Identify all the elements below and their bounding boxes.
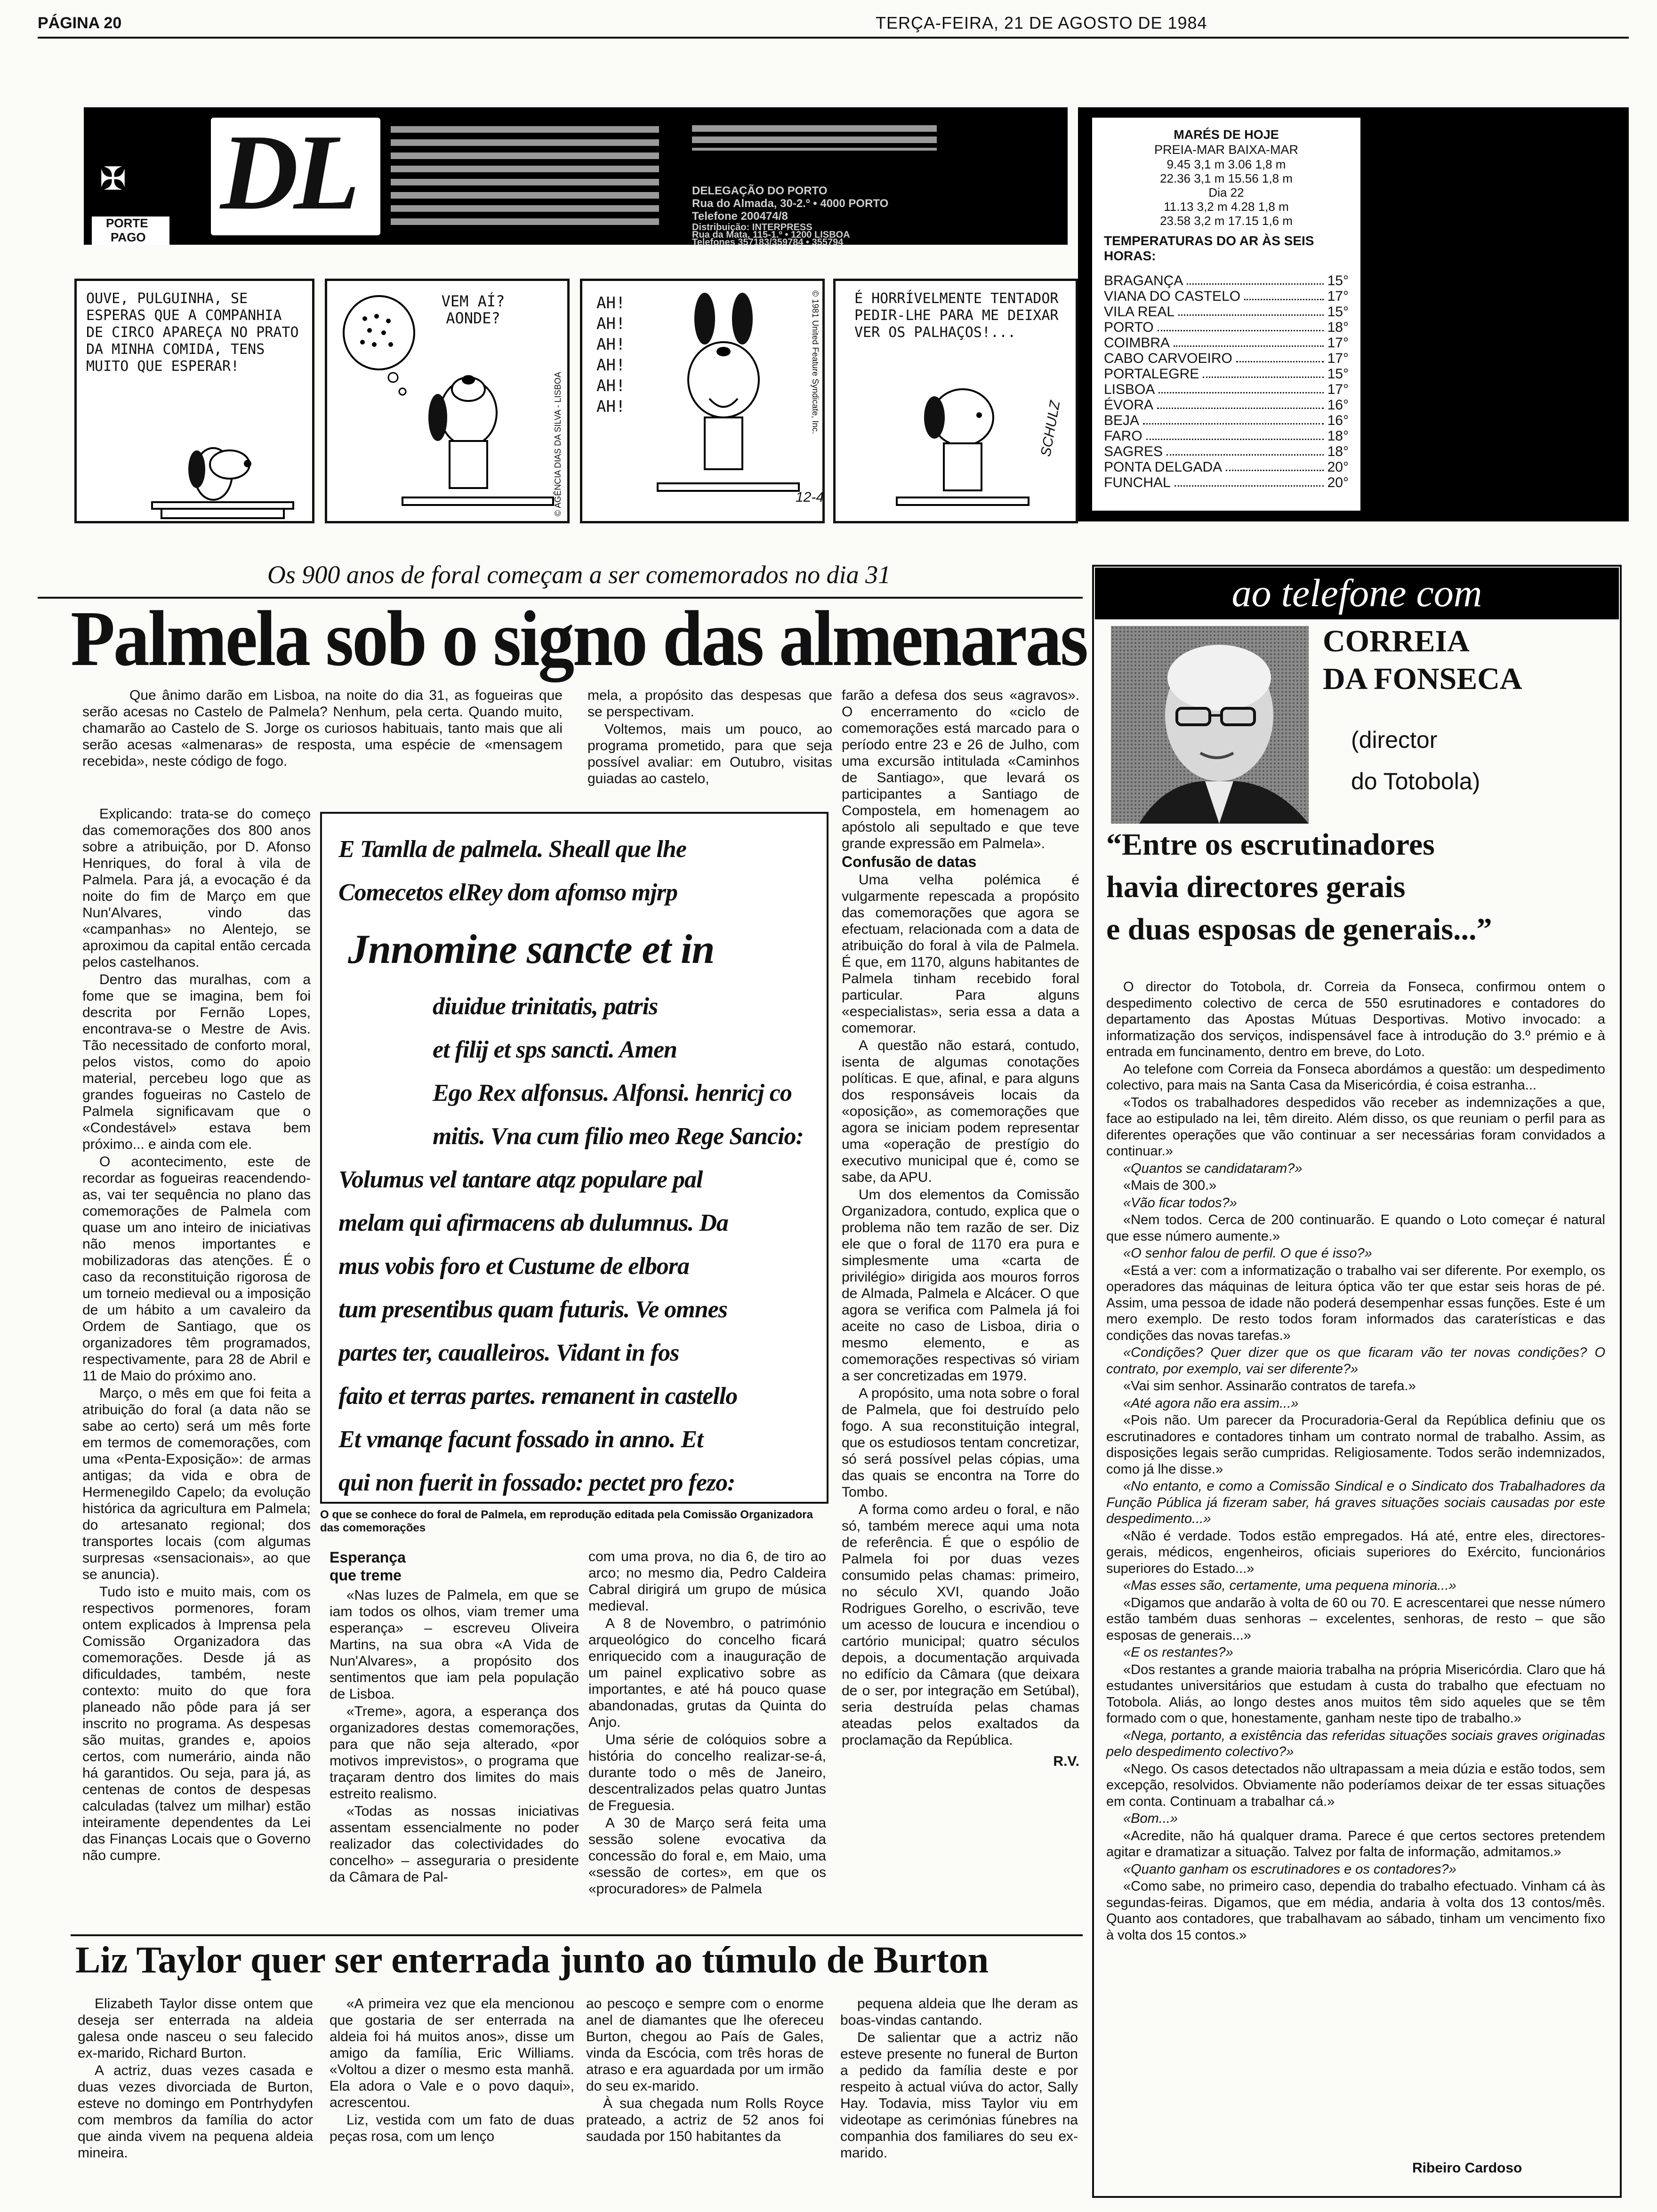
interview-answer: «Todos os trabalhadores despedidos vão receber as indemnizações a que, face ao estipulado na lei, têm direito. Além disso, os que reuniam o perfil para as diferentes operações que vão continuar a ser necessárias foram convidados a continuar.» <box>1106 1095 1605 1159</box>
article-paragraph: «Treme», agora, a esperança dos organizadores destas comemorações, para que não seja alterado, «por motivos imprevistos», o programa que traçaram dentro dos limites do mais estreito realismo. <box>330 1704 579 1802</box>
palmela-col2-top: mela, a propósito das despesas que se perspectivam. Voltemos, mais um pouco, ao programa prometido, para que seja possível avaliar: em Outubro, visitas guiadas ao castelo, <box>587 688 832 786</box>
temperature-row <box>1104 273 1349 289</box>
interviewee-role-1: (director <box>1351 727 1438 753</box>
liz-col2 <box>330 1996 574 2146</box>
foral-manuscript-image <box>320 812 828 1504</box>
comic-panel-2 <box>325 279 570 523</box>
manuscript-line: qui non fuerit in fossado: pectet pro fezo: <box>338 1469 735 1496</box>
interview-body <box>1106 979 1605 1944</box>
temperature-value: 18° <box>1327 320 1349 335</box>
interview-answer: «Acredite, não há qualquer drama. Parece é que certos sectores pretendem agitar e dramatizar a situação. Talvez por falta de informação, admitamos.» <box>1106 1828 1605 1859</box>
distribuicao: Distribuição: INTERPRESS Rua da Mata, 115-1.º • 1200 LISBOA Telefones 357183/359784 • 355794 <box>692 222 850 248</box>
manuscript-line: faito et terras partes. remanent in castello <box>338 1383 738 1410</box>
article-paragraph: «Todas as nossas iniciativas assentam essencialmente no poder realizador das colectividades do concelho» – asseguraria o presidente da Câmara de Pal- <box>330 1803 579 1885</box>
temperature-value: 20° <box>1327 459 1349 475</box>
sub-confusao: Confusão de datas <box>842 853 977 870</box>
interview-answer: «Nem todos. Cerca de 200 continuarão. E quando o Loto começar é natural que esse número aumente.» <box>1106 1212 1605 1244</box>
snoopy-doghouse-icon <box>133 417 312 521</box>
comic-date-code: 12-4 <box>796 489 824 505</box>
article-paragraph: À sua chegada num Rolls Royce prateado, a actriz de 52 anos foi saudada por 150 habitantes da <box>586 2096 824 2144</box>
dot-leader <box>1174 475 1324 487</box>
masthead-imprint-right <box>692 122 937 151</box>
article-paragraph: Explicando: trata-se do começo das comemorações dos 800 anos sobre a atribuição, por D. Afonso Henriques, do foral à vila de Palmela. Para já, a evocação é da noite do fim de Março em que Nun'Alvares, vindo das «campanhas» no Alentejo, se aproximou da capital então cercada pelos castelhanos. <box>82 806 311 970</box>
manuscript-line: et filij et sps sancti. Amen <box>433 1036 677 1063</box>
article-paragraph: Um dos elementos da Comissão Organizadora, contudo, explica que o problema não tem razão de ser. Diz ele que o foral de 1170 era pura e simplesmente uma «carta de privilégio» dirigida aos mouros forros de Almada, Palmela e Alcácer. O que agora se verifica com Palmela já foi aceite no caso de Lisboa, diria o mesmo elemento, e as comemorações respectivas só viriam a ser concretizadas em 1979. <box>842 1187 1079 1384</box>
manuscript-line: mitis. Vna cum filio meo Rege Sancio: <box>433 1123 804 1150</box>
interview-question: «Bom...» <box>1123 1811 1178 1826</box>
manuscript-line: Volumus vel tantare atqz populare pal <box>338 1166 703 1193</box>
snoopy-laughing-icon <box>643 290 818 516</box>
liz-col1 <box>78 1996 313 2162</box>
city-name: VIANA DO CASTELO <box>1104 289 1241 304</box>
article-paragraph: A questão não estará, contudo, isenta de algumas conotações políticas. E que, afinal, e para alguns dos responsáveis locais da «oposição», as comemorações que agora se iniciam podem representar uma «operação de prestígio do executivo municipal que é, como se sabe, da APU. <box>842 1038 1079 1185</box>
manuscript-line: diuidue trinitatis, patris <box>433 993 658 1020</box>
interview-question: «Nega, portanto, a existência das referidas situações sociais graves originadas pelo despedimento colectivo?» <box>1106 1728 1605 1759</box>
article-paragraph: A 8 de Novembro, o património arqueológico do concelho ficará enriquecido com a inauguração de um painel explicativo sobre as importantes, e até há pouco quase abandonadas, grutas da Quinta do Anjo. <box>588 1616 826 1730</box>
porte-pago-line1: PORTE <box>106 216 148 230</box>
article-paragraph: A actriz, duas vezes casada e duas vezes divorciada de Burton, esteve no domingo em Pontrhydyfen com membros da família do actor que ainda vivem na pequena aldeia mineira. <box>78 2063 313 2161</box>
temperature-value: 16° <box>1327 397 1349 413</box>
palmela-bottom-rule <box>71 1934 1083 1936</box>
page-date: TERÇA-FEIRA, 21 DE AGOSTO DE 1984 <box>876 13 1207 32</box>
dot-leader <box>1143 413 1324 425</box>
article-paragraph: Dentro das muralhas, com a fome que se imagina, bem foi descrita por Fernão Lopes, encontrava-se o Mestre de Avis. Tão necessitado de conforto moral, pelos vistos, como do apoio material, percebeu logo que as grandes fogueiras no Castelo de Palmela significavam que o «Condestável» estava bem próximo... e ainda com ele. <box>82 972 311 1152</box>
masthead-imprint-left <box>391 122 659 231</box>
snoopy-thinking-icon <box>892 361 1033 516</box>
temperature-value: 15° <box>1327 273 1349 289</box>
interview-answer: «Está a ver: com a informatização o trabalho vai ser diferente. Por exemplo, os operadores das máquinas de leitura óptica vão ter que estar seis horas de pé. Assim, uma pessoa de idade não poderá desempenhar essas funções. Este é um mero exemplo. De resto todos foram informados das caraterísticas e das condições das novas tarefas.» <box>1106 1263 1605 1343</box>
dot-leader <box>1203 366 1323 378</box>
dot-leader <box>1157 397 1324 409</box>
dot-leader <box>1174 335 1324 347</box>
manuscript-line: Ego Rex alfonsus. Alfonsi. henricj co <box>433 1080 792 1106</box>
dot-leader <box>1236 351 1324 362</box>
temperature-value: 17° <box>1327 335 1349 351</box>
interview-answer: Ao telefone com Correia da Fonseca abordámos a questão: um despedimento colectivo, para mais na Santa Casa da Misericórdia, é coisa estranha... <box>1106 1061 1605 1093</box>
city-name: SAGRES <box>1104 444 1163 459</box>
manuscript-line: Jnnomine sancte et in <box>348 927 715 972</box>
city-name: ÉVORA <box>1104 397 1154 413</box>
temperature-row <box>1104 304 1349 320</box>
interview-answer: «Mais de 300.» <box>1123 1178 1217 1193</box>
temperature-row <box>1104 320 1349 335</box>
temp-title: TEMPERATURAS DO AR ÀS SEIS HORAS: <box>1104 233 1314 263</box>
palmela-col-mid <box>588 1548 826 1898</box>
comic-credit-right: © 1981 United Feature Syndicate, Inc. <box>811 290 820 434</box>
interview-quote: “Entre os escrutinadores havia directores gerais e duas esposas de generais...” <box>1106 827 1492 946</box>
liz-headline: Liz Taylor quer ser enterrada junto ao túmulo de Burton <box>75 1940 989 1981</box>
comic-panel-3 <box>580 279 825 523</box>
article-paragraph: Elizabeth Taylor disse ontem que deseja ser enterrada na aldeia galesa onde nasceu o seu falecido ex-marido, Richard Burton. <box>78 1996 313 2061</box>
interview-answer: «Nego. Os casos detectados não ultrapassam a meia dúzia e estão todos, sem excepção, resolvidos. Obviamente não poderíamos deixar de ter essas situações em conta. Continuam a trabalhar cá.» <box>1106 1761 1605 1809</box>
temperature-row <box>1104 444 1349 459</box>
page-number: PÁGINA 20 <box>38 14 122 32</box>
city-name: CABO CARVOEIRO <box>1104 351 1232 366</box>
comic-panel-4 <box>833 279 1078 523</box>
temperature-value: 17° <box>1327 289 1349 304</box>
interview-question: «Até agora não era assim...» <box>1123 1395 1299 1411</box>
liz-col3 <box>586 1996 824 2146</box>
article-paragraph: A 30 de Março será feita uma sessão solene evocativa da concessão do foral e, em Maio, uma «sessão de cortes», em que os «procuradores» de Palmela <box>588 1815 826 1897</box>
article-paragraph: Tudo isto e muito mais, com os respectivos pormenores, foram ontem explicados à Imprensa pela Comissão Organizadora das comemorações. Desde já as dificuldades, também, neste contexto: muito do que fora planeado não pôde para já ser inscrito no programa. As despesas são muitas, grandes e, apoios certos, com numerário, ainda não há garantidos. Ou seja, para já, as centenas de contos de despesas calculadas (talvez um milhar) estão inteiramente dependentes da Lei das Finanças Locais que o Governo não cumpre. <box>82 1584 311 1863</box>
article-paragraph: «A primeira vez que ela mencionou que gostaria de ser enterrada na aldeia foi há muitos anos», disse um amigo da família, Eric Williams. «Voltou a dizer o mesmo esta manhã. Ela adora o Vale e o povo daqui», acrescentou. <box>330 1996 574 2110</box>
interview-answer: O director do Totobola, dr. Correia da Fonseca, confirmou ontem o despedimento colectivo de cerca de 550 esrutinadores e contadores do departamento das Apostas Mútuas Desportivas. Motivo invocado: a informatização dos serviços, indispensável face à introdução do 3.º prémio e à entrada em funcinamento, dentro em breve, do Loto. <box>1106 979 1605 1059</box>
interview-signature: Ribeiro Cardoso <box>1412 2160 1522 2176</box>
article-paragraph: A propósito, uma nota sobre o foral de Palmela, que foi destruído pelo fogo. A sua reconstituição integral, que os estudiosos tentam concretizar, só será possível pelas cópias, uma das quais se encontra na Torre do Tombo. <box>842 1386 1079 1500</box>
dot-leader <box>1146 428 1324 440</box>
manuscript-line: Et vmanqe facunt fossado in anno. Et <box>338 1426 703 1453</box>
article-paragraph: Liz, vestida com um fato de duas peças rosa, com um lenço <box>330 2112 574 2144</box>
comic-signature: SCHULZ <box>1038 399 1063 458</box>
weather-panel <box>1092 118 1360 511</box>
article-paragraph: De salientar que a actriz não esteve presente no funeral de Burton a pedido da família deste e por respeito à actual viúva do actor, Sally Hay. Todavia, miss Taylor viu em videotape as cerimónias fúnebres na companhia dos familiares do seu ex-marido. <box>840 2030 1078 2161</box>
interview-answer: «Dos restantes a grande maioria trabalha na própria Misericórdia. Claro que há estudantes universitários que estudam à custa do trabalho que efectuam no Totobola. Aliás, ao longo destes anos muitos têm sido aqueles que se têm formado com o que, honestamente, ganham neste tipo de trabalho.» <box>1106 1662 1605 1726</box>
palmela-col-esperanca <box>330 1548 579 1886</box>
tide-row: 23.58 3,2 m 17.15 1,6 m <box>1160 214 1293 228</box>
interview-question: «No entanto, e como a Comissão Sindical e o Sindicato dos Trabalhadores da Função Pública já fizeram saber, há graves situações sociais causadas por este despedimento...» <box>1106 1479 1605 1526</box>
manuscript-line: melam qui afirmacens ab dulumnus. Da <box>338 1210 728 1236</box>
snoopy-howling-icon <box>393 361 563 516</box>
tides-table <box>1104 157 1349 228</box>
comic-credit-left: © AGÊNCIA DIAS DA SILVA - LISBOA <box>553 372 563 516</box>
interview-banner-text: ao telefone com <box>1231 571 1482 615</box>
interview-question: «Quanto ganham os escrutinadores e os contadores?» <box>1123 1861 1456 1877</box>
interviewee-name-1: CORREIA <box>1323 624 1470 658</box>
interview-answer: «Não é verdade. Todos estão empregados. Há até, entre eles, directores-gerais, médicos, engenheiros, oficiais superiores do Exército, funcionários superiores do Estado...» <box>1106 1528 1605 1576</box>
city-name: FARO <box>1104 428 1142 444</box>
city-name: PORTALEGRE <box>1104 366 1199 382</box>
masthead-logo: DL <box>220 112 355 232</box>
article-paragraph: com uma prova, no dia 6, de tiro ao arco; no mesmo dia, Pedro Caldeira Cabral dirigirá um grupo de música medieval. <box>588 1549 826 1614</box>
city-name: FUNCHAL <box>1104 475 1171 490</box>
comic-speech-4: É HORRÍVELMENTE TENTADOR PEDIR-LHE PARA ME DEIXAR VER OS PALHAÇOS!... <box>854 290 1059 341</box>
temperature-row <box>1104 382 1349 397</box>
dot-leader <box>1244 289 1324 300</box>
comic-speech-3: AH! AH! AH! AH! AH! AH! <box>596 294 626 416</box>
manuscript-line: mus vobis foro et Custume de elbora <box>338 1253 690 1280</box>
palmela-col3: farão a defesa dos seus «agravos». O encerramento do «ciclo de comemorações está marcado para o período entre 23 e 26 de Julho, com uma excursão intitulada «Caminhos de Santiago», que levará os participantes a Santiago de Compostela, em homenagem ao apóstolo ali sepultado e que teve grande expressão em Palmela». Confusão de datas Uma velha polémica é vulgarmente repescada a propósito das comemorações que agora se efectuam, relacionada com a data de atribuição do foral à vila de Palmela. É que, em 1170, alguns habitantes de Palmela tinham recebido foral particular. Para alguns «especialistas», seria essa a data a comemorar. A questão não estará, contudo, isenta de algumas conotações políticas. E que, afinal, e para alguns dos responsáveis locais da «oposição», as comemorações que agora se iniciam podem representar uma «operação de prestígio do executivo municipal que é, como se sabe, da APU. Um dos elementos da Comissão Organizadora, contudo, explica que o problema não tem razão de ser. Diz ele que o foral de 1170 era pura e simplesmente uma «carta de privilégio» dirigida aos mouros forros de Almada, Palmela e Alcácer. O que agora se verifica com Palmela já foi aceite no caso de Lisboa, diria o mesmo elemento, e as comemorações respectivas só viriam a ser concretizadas em 1979. A propósito, uma nota sobre o foral de Palmela, que foi destruído pelo fogo. A sua reconstituição integral, que os estudiosos tentam concretizar, só será possível pelas cópias, uma das quais se encontra na Torre do Tombo. A forma como ardeu o foral, e não só, também merece aqui uma nota de referência. É que o espólio de Palmela foi por duas vezes consumido pelas chamas: primeiro, no século XVI, quando João Rodrigues Gorelho, o escrivão, teve um acesso de loucura e incendiou o cartório municipal; quatro séculos depois, a documentação arquivada no edifício da Câmara (que deixara de o ser, por integração em Setúbal), seria destruída pelas chamas ateadas pelos exaltados da proclamação da República. R.V. <box>842 688 1079 1769</box>
temperature-value: 17° <box>1327 351 1349 366</box>
interview-question: «Condições? Quer dizer que os que ficaram vão ter novas condições? O contrato, por exemplo, vai ser diferente?» <box>1106 1345 1605 1377</box>
dot-leader <box>1187 273 1323 285</box>
temperature-list <box>1104 273 1349 490</box>
article-paragraph: Uma série de colóquios sobre a história do concelho realizar-se-á, durante todo o mês de Janeiro, descentralizados pelas quatro Juntas de Freguesia. <box>588 1732 826 1813</box>
article-paragraph: A forma como ardeu o foral, e não só, também merece aqui uma nota de referência. É que o espólio de Palmela foi por duas vezes consumido pelas chamas: primeiro, no século XVI, quando João Rodrigues Gorelho, o escrivão, teve um acesso de loucura e incendiou o cartório municipal; quatro séculos depois, a documentação arquivada no edifício da Câmara (que deixara de o ser, por integração em Setúbal), seria destruída pelas chamas ateadas pelos exaltados da proclamação da República. <box>842 1502 1079 1748</box>
manuscript-line: Comecetos elRey dom afomso mjrp <box>338 879 678 906</box>
interviewee-role-2: do Totobola) <box>1351 768 1480 794</box>
manuscript-line: tum presentibus quam futuris. Ve omnes <box>338 1296 727 1323</box>
city-name: LISBOA <box>1104 382 1155 397</box>
palmela-headline: Palmela sob o signo das almenaras <box>71 595 1087 682</box>
interview-answer: «Vai sim senhor. Assinarão contratos de tarefa.» <box>1123 1378 1416 1394</box>
delegacao-porto: DELEGAÇÃO DO PORTO Rua do Almada, 30-2.º • 4000 PORTO Telefone 200474/8 <box>692 184 889 223</box>
temperature-row <box>1104 413 1349 428</box>
temperature-row <box>1104 475 1349 490</box>
temperature-value: 20° <box>1327 475 1349 490</box>
city-name: PORTO <box>1104 320 1154 335</box>
dot-leader <box>1158 320 1324 331</box>
temperature-value: 15° <box>1327 366 1349 382</box>
portrait-photo <box>1111 626 1309 824</box>
interviewee-name-2: DA FONSECA <box>1323 662 1522 696</box>
interview-answer: «Digamos que andarão à volta de 60 ou 70. E acrescentarei que nesse número estão também duas senhoras – excelentes, senhoras, de resto – que são esposas de generais...» <box>1106 1595 1605 1643</box>
interview-question: «O senhor falou de perfil. O que é isso?» <box>1123 1246 1372 1261</box>
tides-head: PREIA-MAR BAIXA-MAR <box>1154 143 1299 157</box>
tide-row: 22.36 3,1 m 15.56 1,8 m <box>1160 171 1293 185</box>
sub-esperanca: Esperança que treme <box>330 1549 406 1584</box>
temperature-row <box>1104 459 1349 475</box>
article-paragraph: O acontecimento, este de recordar as fogueiras reacendendo-as, vai ter sequência no plano das comemorações de Palmela com quase um ano inteiro de iniciativas não menos importantes e mobilizadoras das atenções. É o caso da reconstituição rigorosa de um torneio medieval ou a imposição de um hábito a um cavaleiro da Ordem de Santiago, que os organizadores têm programados, respectivamente, para 28 de Abril e 11 de Maio do próximo ano. <box>82 1154 311 1384</box>
palmela-col1 <box>82 806 311 1865</box>
liz-col4 <box>840 1996 1078 2162</box>
temperature-value: 16° <box>1327 413 1349 428</box>
article-paragraph: «Nas luzes de Palmela, em que se iam todos os olhos, viam tremer uma esperança» – escreveu Oliveira Martins, na sua obra «A Vida de Nun'Alvares», a propósito dos sentimentos que iam pela população de Lisboa. <box>330 1587 579 1702</box>
tide-row: 11.13 3,2 m 4.28 1,8 m <box>1164 200 1289 214</box>
interview-question: «Vão ficar todos?» <box>1123 1195 1237 1210</box>
comic-speech-2: VEM AÍ? AONDE? <box>441 292 505 327</box>
header-rule <box>38 37 1629 39</box>
temperature-row <box>1104 289 1349 304</box>
temperature-row <box>1104 351 1349 366</box>
interview-answer: «Como sabe, no primeiro caso, dependia do trabalho efectuado. Vinham cá às segundas-feiras. Digamos, que em média, andaria à volta dos 13 contos/mês. Quanto aos contadores, que trabalhavam ao sábado, tinham um vencimento fixo à volta dos 15 contos.» <box>1106 1879 1605 1943</box>
tide-row: 9.45 3,1 m 3.06 1,8 m <box>1166 157 1286 171</box>
palmela-intro: Que ânimo darão em Lisboa, na noite do dia 31, as fogueiras que serão acesas no Castelo de Palmela? Nenhum, pela certa. Quando muito, chamarão ao Castelo de S. Jorge os curiosos habituais, tanto mais que ali serão acesas «almenaras» de resposta, uma espécie de «mensagem recebida», neste código de fogo. <box>82 688 563 769</box>
manuscript-caption: O que se conhece do foral de Palmela, em reprodução editada pela Comissão Organizadora das comemorações <box>320 1508 813 1534</box>
city-name: BEJA <box>1104 413 1140 428</box>
cross-icon: ✠ <box>99 161 127 197</box>
dot-leader <box>1158 382 1323 393</box>
temperature-value: 18° <box>1327 444 1349 459</box>
city-name: VILA REAL <box>1104 304 1175 320</box>
temperature-row <box>1104 366 1349 382</box>
city-name: PONTA DELGADA <box>1104 459 1223 475</box>
temperature-row <box>1104 335 1349 351</box>
interview-question: «E os restantes?» <box>1123 1645 1233 1660</box>
temperature-value: 18° <box>1327 428 1349 444</box>
temperature-value: 15° <box>1327 304 1349 320</box>
manuscript-line: E Tamlla de palmela. Sheall que lhe <box>338 836 686 863</box>
article-paragraph: Março, o mês em que foi feita a atribuição do foral (a data não se sabe ao certo) será um mês forte em termos de comemorações, com uma «Penta-Exposição»: de armas antigas; da vida e obra de Hermenegildo Capelo; da evolução histórica da agricultura em Palmela; do artesanato regional; dos transportes locais (com algumas surpresas «sensacionais», ao que se anuncia). <box>82 1386 311 1582</box>
article-paragraph: ao pescoço e sempre com o enorme anel de diamantes que lhe ofereceu Burton, chegou ao País de Gales, vinda da Escócia, com três horas de atraso e era aguardada por um irmão do seu ex-marido. <box>586 1996 824 2094</box>
palmela-kicker: Os 900 anos de foral começam a ser comemorados no dia 31 <box>267 561 891 589</box>
comic-speech-1: OUVE, PULGUINHA, SE ESPERAS QUE A COMPANHIA DE CIRCO APAREÇA NO PRATO DA MINHA COMIDA, TENS MUITO QUE ESPERAR! <box>86 290 299 375</box>
interview-question: «Mas esses são, certamente, uma pequena minoria...» <box>1123 1578 1456 1593</box>
article-paragraph: Uma velha polémica é vulgarmente repescada a propósito das comemorações que agora se efectuam, relacionada com a data de atribuição do foral à vila de Palmela. É que, em 1170, alguns habitantes de Palmela tinham recebido foral particular. Para alguns «especialistas», seria essa a data a comemorar. <box>842 872 1079 1036</box>
dot-leader <box>1178 304 1324 316</box>
porte-pago-line2: PAGO <box>111 230 146 244</box>
temperature-row <box>1104 397 1349 413</box>
tides-title: MARÉS DE HOJE <box>1174 128 1279 142</box>
article-paragraph: pequena aldeia que lhe deram as boas-vindas cantando. <box>840 1996 1078 2028</box>
city-name: COIMBRA <box>1104 335 1170 351</box>
dot-leader <box>1226 459 1323 471</box>
interview-question: «Quantos se candidataram?» <box>1123 1161 1303 1176</box>
temperature-value: 17° <box>1327 382 1349 397</box>
comic-panel-1 <box>74 279 314 523</box>
interview-answer: «Pois não. Um parecer da Procuradoria-Geral da República definiu que os escrutinadores e contadores tinham um contrato normal de trabalho. Assim, as disposições legais serão cumpridas. Religiosamente. Todos serão indemnizados, como já lhe disse.» <box>1106 1413 1605 1477</box>
temperature-row <box>1104 428 1349 444</box>
dot-leader <box>1166 444 1324 456</box>
city-name: BRAGANÇA <box>1104 273 1183 289</box>
manuscript-line: partes ter, caualleiros. Vidant in fos <box>338 1339 679 1366</box>
palmela-signature: R.V. <box>1053 1754 1079 1769</box>
tide-row: Dia 22 <box>1208 185 1244 200</box>
